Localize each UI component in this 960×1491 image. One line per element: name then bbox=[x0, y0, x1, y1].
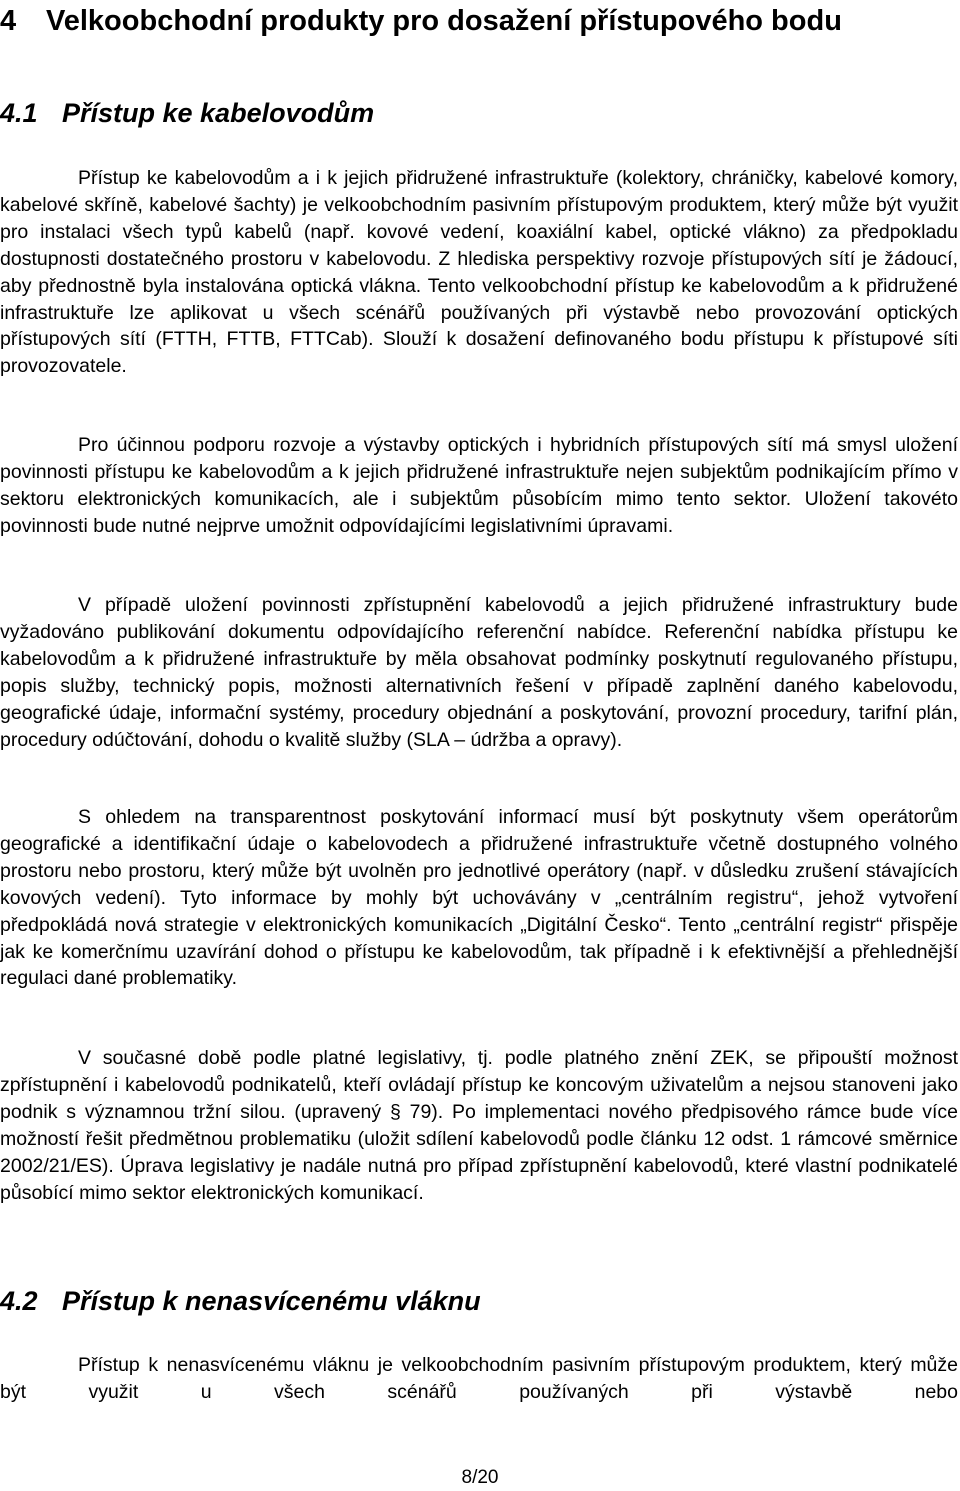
page-number: 8/20 bbox=[461, 1467, 499, 1488]
paragraph: Přístup k nenasvícenému vláknu je velkoobchodním pasivním přístupovým produktem, který může být využit u všech scénářů používaných při výstavbě nebo bbox=[0, 1354, 958, 1403]
chapter-number: 4 bbox=[0, 5, 17, 37]
section-number: 4.1 bbox=[0, 98, 38, 128]
paragraph: S ohledem na transparentnost poskytování informací musí být poskytnuty všem operátorům geografické a identifikační údaje o kabelovodech a přidružené infrastruktuře včetně dostupného volného prostoru nebo prostoru, který může být uvolněn pro jednotlivé operátory (např. v důsledku zrušení stávajících kovových vedení). Tyto informace by mohly být uchovávány v „centrálním registru“, jehož vytvoření předpokládá nová strategie v elektronických komunikacích „Digitální Česko“. Tento „centrální registr“ přispěje jak ke komerčnímu uzavírání dohod o přístupu ke kabelovodům, tak případně i k efektivnější a přehlednější regulaci dané problematiky. bbox=[0, 806, 958, 990]
paragraph: V současné době podle platné legislativy, tj. podle platného znění ZEK, se připouští možnost zpřístupnění i kabelovodů podnikatelů, kteří ovládají přístup ke koncovým uživatelům a nejsou stanoveni jako podnik s významnou tržní silou. (upravený § 79). Po implementaci nového předpisového rámce bude více možností řešit předmětnou problematiku (uložit sdílení kabelovodů podle článku 12 odst. 1 rámcové směrnice 2002/21/ES). Úprava legislativy je nadále nutná pro případ zpřístupnění kabelovodů, které vlastní podnikatelé působící mimo sektor elektronických komunikací. bbox=[0, 1047, 958, 1204]
paragraph: V případě uložení povinnosti zpřístupnění kabelovodů a jejich přidružené infrastruktury bude vyžadováno publikování dokumentu odpovídajícího referenční nabídce. Referenční nabídka přístupu ke kabelovodům a k přidružené infrastruktuře by měla obsahovat podmínky poskytnutí regulovaného přístupu, popis služby, technický popis, možnosti alternativních řešení v případě zaplnění daného kabelovodu, geografické údaje, informační systémy, procedury objednání a poskytování, provozní procedury, tarifní plán, procedury odúčtování, dohodu o kvalitě služby (SLA – údržba a opravy). bbox=[0, 594, 958, 751]
paragraph: Přístup ke kabelovodům a i k jejich přidružené infrastruktuře (kolektory, chráničky, kabelové komory, kabelové skříně, kabelové šachty) je velkoobchodním pasivním přístupovým produktem, který může být využit pro instalaci všech typů kabelů (např. kovové vedení, koaxiální kabel, optické vlákno) za předpokladu dostupnosti dostatečného prostoru v kabelovodu. Z hlediska perspektivy rozvoje přístupových sítí je žádoucí, aby přednostně byla instalována optická vlákna. Tento velkoobchodní přístup ke kabelovodům a k přidružené infrastruktuře lze aplikovat u všech scénářů používaných při výstavbě nebo provozování optických přístupových sítí (FTTH, FTTB, FTTCab). Slouží k dosažení definovaného bodu přístupu k přístupové síti provozovatele. bbox=[0, 167, 958, 378]
chapter-heading bbox=[0, 0, 958, 42]
section-title: Přístup ke kabelovodům bbox=[62, 98, 375, 128]
section-heading-4-2 bbox=[0, 1284, 958, 1318]
section-heading-4-1 bbox=[0, 96, 958, 130]
section-title: Přístup k nenasvícenému vláknu bbox=[62, 1286, 481, 1316]
chapter-title: Velkoobchodní produkty pro dosažení přístupového bodu bbox=[46, 5, 842, 37]
paragraph: Pro účinnou podporu rozvoje a výstavby optických i hybridních přístupových sítí má smysl uložení povinnosti přístupu ke kabelovodům a k jejich přidružené infrastruktuře nejen subjektům podnikajícím přímo v sektoru elektronických komunikacích, ale i subjektům působícím mimo tento sektor. Uložení takovéto povinnosti bude nutné nejprve umožnit odpovídajícími legislativními úpravami. bbox=[0, 434, 958, 537]
section-number: 4.2 bbox=[0, 1286, 38, 1316]
